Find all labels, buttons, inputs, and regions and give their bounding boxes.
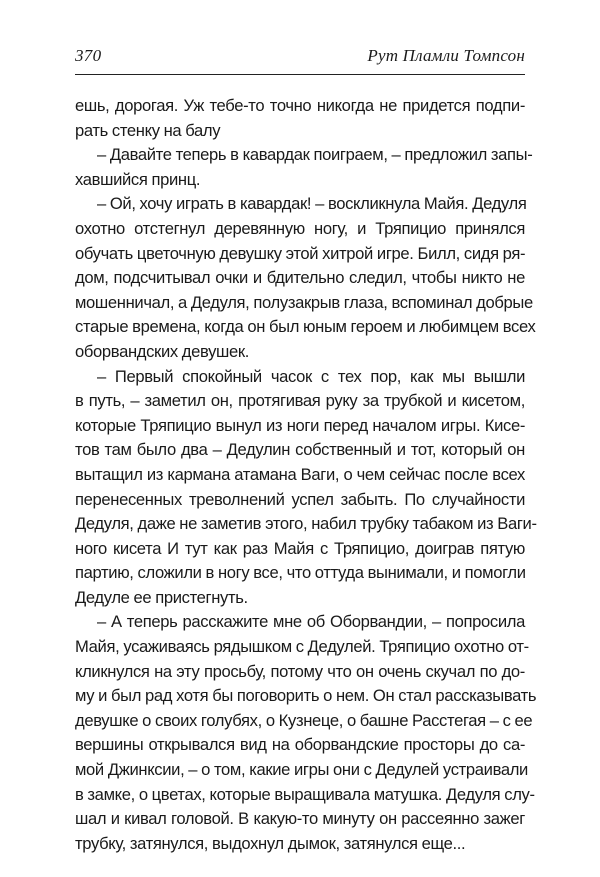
text-line: старые времена, когда он был юным героем и любимцем всех — [75, 317, 536, 337]
text-line: Майя, усаживаясь рядышком с Дедулей. Тряпицио охотно от- — [75, 637, 529, 657]
text-line: вытащил из кармана атамана Ваги, о чем сейчас после всех — [75, 464, 525, 484]
text-line: рать стенку на балу — [75, 120, 221, 140]
text-line: в путь, – заметил он, протягивая руку за трубкой и кисетом, — [75, 391, 525, 411]
text-line: партию, сложили в ногу все, что оттуда вынимали, и помогли — [75, 563, 526, 583]
text-line: хавшийся принц. — [75, 169, 201, 189]
text-line: в замке, о цветах, которые выращивала матушка. Дедуля слу- — [75, 784, 535, 804]
paragraph — [75, 143, 533, 192]
text-line: ешь, дорогая. Уж тебе-то точно никогда не придется подпи- — [75, 96, 525, 115]
text-line: девушке о своих голубях, о Кузнеце, о башне Расстегая – с ее — [75, 710, 533, 730]
text-line: шал и кивал головой. В какую-то минуту он рассеянно зажег — [75, 809, 525, 829]
text-line: тов там было два – Дедулин собственный и тот, который он — [75, 440, 525, 460]
paragraph — [75, 610, 537, 856]
text-line: оборвандских девушек. — [75, 341, 250, 361]
paragraph — [75, 192, 536, 364]
paragraph — [75, 94, 525, 143]
text-line: кликнулся на эту просьбу, потому что он очень скучал по до- — [75, 661, 525, 681]
page-header — [75, 46, 525, 76]
text-line: му и был рад хотя бы поговорить о нем. Он стал рассказывать — [75, 686, 537, 706]
text-line: Дедуле ее пристегнуть. — [75, 587, 248, 607]
text-line: перенесенных треволнений успел забыть. По случайности — [75, 489, 525, 509]
text-line: – Ой, хочу играть в кавардак! – воскликнула Майя. Дедуля — [97, 194, 527, 214]
text-line: трубку, затянулся, выдохнул дымок, затянулся еще... — [75, 833, 466, 853]
text-line: Дедуля, даже не заметив этого, набил трубку табаком из Ваги- — [75, 514, 537, 534]
text-line: мой Джинксии, – о том, какие игры они с Дедулей устраивали — [75, 760, 528, 780]
text-line: ного кисета И тут как раз Майя с Тряпицио, доиграв пятую — [75, 538, 525, 558]
text-line: обучать цветочную девушку этой хитрой игре. Билл, сидя ря- — [75, 243, 526, 263]
body-text — [75, 94, 537, 856]
paragraph — [75, 365, 537, 611]
text-line: дом, подсчитывал очки и бдительно следил, чтобы никто не — [75, 268, 525, 288]
header-rule — [75, 74, 525, 75]
running-title: Рут Пламли Томпсон — [367, 46, 525, 65]
text-line: – А теперь расскажите мне об Оборвандии, – попросила — [97, 612, 525, 632]
text-line: – Давайте теперь в кавардак поиграем, – предложил запы- — [97, 145, 533, 165]
text-line: – Первый спокойный часок с тех пор, как мы вышли — [97, 366, 525, 386]
text-line: которые Тряпицио вынул из ноги перед началом игры. Кисе- — [75, 415, 525, 435]
text-line: охотно отстегнул деревянную ногу, и Тряпицио принялся — [75, 218, 525, 238]
text-line: мошенничал, а Дедуля, полузакрыв глаза, вспоминал добрые — [75, 292, 533, 312]
page-number: 370 — [75, 46, 102, 65]
text-line: вершины открывался вид на оборвандские просторы до са- — [75, 735, 525, 755]
